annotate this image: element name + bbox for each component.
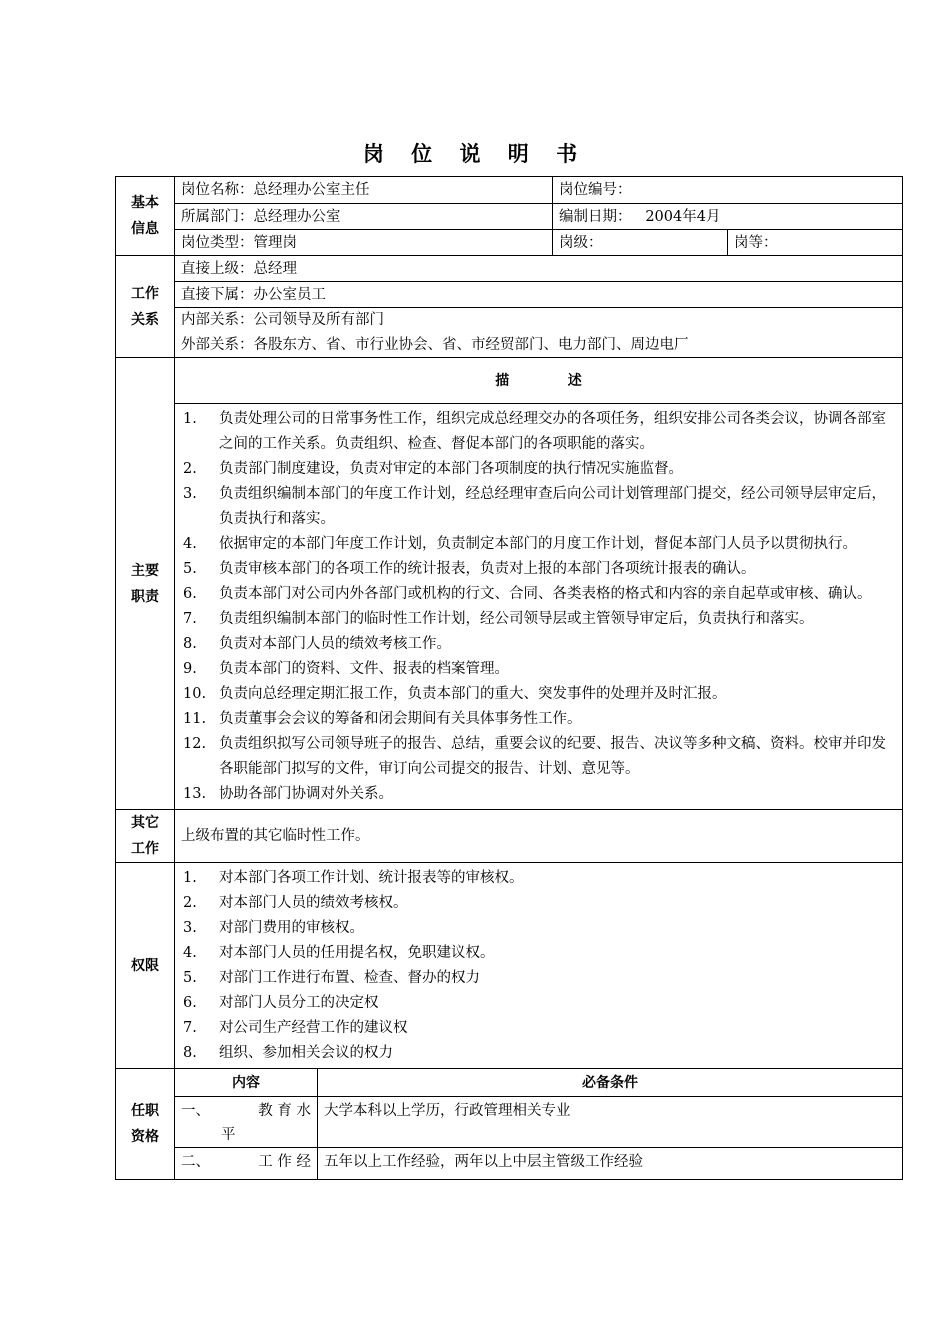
authority-list <box>183 864 894 1068</box>
duty-item-text: 协助各部门协调对外关系。 <box>219 786 393 802</box>
authority-item-text: 对本部门人员的任用提名权，免职建议权。 <box>219 945 495 961</box>
section-qualification-label <box>116 1069 175 1180</box>
date-text: 编制日期： 2004年4月 <box>559 208 721 225</box>
qualification-experience-num: 二、 <box>181 1154 210 1170</box>
duty-item-number: 12. <box>183 736 207 752</box>
section-other-label <box>116 810 175 863</box>
duty-item <box>183 707 894 732</box>
qualification-experience-value: 五年以上工作经验，两年以上中层主管级工作经验 <box>318 1148 903 1180</box>
subordinate-cell: 直接下属：办公室员工 <box>175 282 903 308</box>
duty-item-text: 负责组织编制本部门的临时性工作计划，经公司领导层或主管领导审定后，负责执行和落实。 <box>219 611 814 627</box>
authority-item-text: 对本部门人员的绩效考核权。 <box>219 895 408 911</box>
department-cell: 所属部门：总经理办公室 <box>175 204 553 230</box>
position-no-cell: 岗位编号： <box>553 177 903 204</box>
duty-item <box>183 682 894 707</box>
duty-item-number: 8. <box>183 636 197 652</box>
authority-item <box>183 941 894 966</box>
duty-item-text: 负责向总经理定期汇报工作，负责本部门的重大、突发事件的处理并及时汇报。 <box>219 686 727 702</box>
authority-item-text: 对公司生产经营工作的建议权 <box>219 1020 408 1036</box>
qualification-condition-header: 必备条件 <box>318 1069 903 1097</box>
grade-cell: 岗级： <box>553 230 728 256</box>
authority-item-text: 对部门人员分工的决定权 <box>219 995 379 1011</box>
duties-header-text: 描 述 <box>495 372 582 389</box>
position-name-cell: 岗位名称：总经理办公室主任 <box>175 177 553 204</box>
authority-item-number: 7. <box>183 1020 197 1036</box>
authority-item <box>183 866 894 891</box>
authority-item-number: 4. <box>183 945 197 961</box>
section-duties-label <box>116 358 175 810</box>
authority-item-number: 6. <box>183 995 197 1011</box>
document-title: 岗 位 说 明 书 <box>362 142 588 166</box>
duty-item-text: 负责董事会会议的筹备和闭会期间有关具体事务性工作。 <box>219 711 582 727</box>
section-authority-label: 权限 <box>116 863 175 1069</box>
authority-item-number: 1. <box>183 870 197 886</box>
duty-item-number: 4. <box>183 536 197 552</box>
section-relations-label <box>116 256 175 358</box>
section-other-text: 其它 工作 <box>131 815 159 857</box>
qualification-experience-label-text: 工 作 经 <box>258 1154 311 1170</box>
duty-item-number: 1. <box>183 411 197 427</box>
duty-item-text: 负责对本部门人员的绩效考核工作。 <box>219 636 451 652</box>
duty-item-number: 13. <box>183 786 207 802</box>
authority-item <box>183 891 894 916</box>
section-qualification-text: 任职 资格 <box>131 1103 159 1145</box>
other-work-cell: 上级布置的其它临时性工作。 <box>175 810 903 863</box>
duty-item <box>183 457 894 482</box>
authority-item <box>183 991 894 1016</box>
position-type-cell: 岗位类型：管理岗 <box>175 230 553 256</box>
qualification-content-header: 内容 <box>175 1069 318 1097</box>
authority-item-number: 5. <box>183 970 197 986</box>
qualification-education-num: 一、 <box>181 1103 210 1119</box>
superior-cell: 直接上级：总经理 <box>175 256 903 282</box>
duty-item <box>183 607 894 632</box>
duty-item <box>183 732 894 782</box>
duty-item <box>183 782 894 807</box>
duty-item <box>183 557 894 582</box>
duty-item-text: 负责本部门对公司内外各部门或机构的行文、合同、各类表格的格式和内容的亲自起草或审核、确认。 <box>219 586 872 602</box>
duty-item-text: 负责组织编制本部门的年度工作计划，经总经理审查后向公司计划管理部门提交，经公司领导层审定后，负责执行和落实。 <box>219 486 886 527</box>
rank-cell: 岗等： <box>728 230 903 256</box>
section-basic-text: 基本 信息 <box>131 195 159 237</box>
qualification-education-value: 大学本科以上学历，行政管理相关专业 <box>318 1097 903 1148</box>
qualification-education-label-cont: 平 <box>221 1127 236 1143</box>
duty-item <box>183 632 894 657</box>
duty-item-text: 依据审定的本部门年度工作计划，负责制定本部门的月度工作计划，督促本部门人员予以贯彻执行。 <box>219 536 857 552</box>
authority-item-number: 8. <box>183 1045 197 1061</box>
duty-item <box>183 657 894 682</box>
duty-item-number: 6. <box>183 586 197 602</box>
external-relations-cell: 外部关系：各股东方、省、市行业协会、省、市经贸部门、电力部门、周边电厂 <box>175 333 903 358</box>
date-cell <box>553 204 903 230</box>
section-relations-text: 工作 关系 <box>131 285 159 328</box>
authority-item <box>183 1016 894 1041</box>
duty-item-number: 2. <box>183 461 197 477</box>
duty-item-number: 10. <box>183 686 207 702</box>
duty-item <box>183 407 894 457</box>
authority-item-text: 对部门工作进行布置、检查、督办的权力 <box>219 970 480 986</box>
duty-item-number: 5. <box>183 561 197 577</box>
duty-item-text: 负责处理公司的日常事务性工作，组织完成总经理交办的各项任务，组织安排公司各类会议，协调各部室之间的工作关系。负责组织、检查、督促本部门的各项职能的落实。 <box>219 411 886 452</box>
duty-item-number: 7. <box>183 611 197 627</box>
qualification-experience-label <box>175 1148 318 1180</box>
duty-item-text: 负责部门制度建设，负责对审定的本部门各项制度的执行情况实施监督。 <box>219 461 683 477</box>
duties-list <box>183 405 894 809</box>
authority-item-number: 3. <box>183 920 197 936</box>
duty-item-number: 11. <box>183 711 207 727</box>
authority-cell <box>175 863 903 1069</box>
job-description-table <box>115 176 903 1180</box>
duty-item <box>183 532 894 557</box>
section-basic-label <box>116 177 175 256</box>
section-duties-text: 主要 职责 <box>131 562 159 605</box>
authority-item <box>183 1041 894 1066</box>
duties-header <box>175 358 903 404</box>
authority-item <box>183 916 894 941</box>
duty-item-text: 负责本部门的资料、文件、报表的档案管理。 <box>219 661 509 677</box>
duty-item <box>183 582 894 607</box>
qualification-education-label <box>175 1097 318 1148</box>
duties-cell <box>175 404 903 810</box>
authority-item-text: 对部门费用的审核权。 <box>219 920 364 936</box>
authority-item-number: 2. <box>183 895 197 911</box>
duty-item-text: 负责审核本部门的各项工作的统计报表，负责对上报的本部门各项统计报表的确认。 <box>219 561 756 577</box>
duty-item-text: 负责组织拟写公司领导班子的报告、总结，重要会议的纪要、报告、决议等多种文稿、资料。校审并印发各职能部门拟写的文件，审订向公司提交的报告、计划、意见等。 <box>219 736 886 777</box>
authority-item <box>183 966 894 991</box>
duty-item-number: 3. <box>183 486 197 502</box>
qualification-education-label-text: 教 育 水 <box>258 1103 311 1119</box>
authority-item-text: 组织、参加相关会议的权力 <box>219 1045 393 1061</box>
internal-relations-cell: 内部关系：公司领导及所有部门 <box>175 308 903 333</box>
duty-item-number: 9. <box>183 661 197 677</box>
duty-item <box>183 482 894 532</box>
authority-item-text: 对本部门各项工作计划、统计报表等的审核权。 <box>219 870 524 886</box>
